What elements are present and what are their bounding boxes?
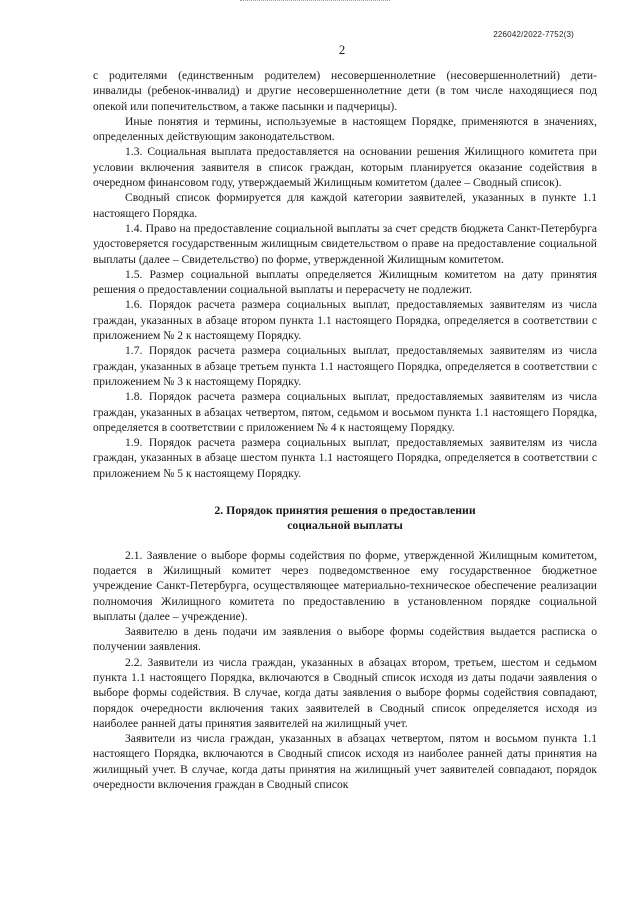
section-heading-line-1: 2. Порядок принятия решения о предоставлении <box>214 503 476 518</box>
section-heading <box>93 503 597 534</box>
top-dotted-rule <box>240 0 390 4</box>
page-number: 2 <box>338 42 346 57</box>
paragraph: Заявителю в день подачи им заявления о выборе формы содействия выдается расписка о получении заявления. <box>93 625 597 654</box>
document-body <box>93 68 597 792</box>
paragraph: 1.9. Порядок расчета размера социальных выплат, предоставляемых заявителям из числа граждан, указанных в абзаце шестом пункта 1.1 настоящего Порядка, определяется в соответствии с приложением № 5 к настоящему Порядку. <box>93 436 597 480</box>
paragraph: 1.5. Размер социальной выплаты определяется Жилищным комитетом на дату принятия решения о предоставлении социальной выплаты и перерасчету не подлежит. <box>93 267 597 297</box>
paragraph: с родителями (единственным родителем) несовершеннолетние (несовершеннолетний) дети-инвалиды (ребенок-инвалид) и другие несовершеннолетние дети (в том числе находящиеся под опекой или попечительством, а также пасынки и падчерицы). <box>93 69 597 113</box>
paragraph: 1.3. Социальная выплата предоставляется на основании решения Жилищного комитета при условии включения заявителя в список граждан, которым планируется оказание содействия в очередном финансовом году, утверждаемый Жилищным комитетом (далее – Сводный список). <box>93 145 597 190</box>
paragraph: Заявители из числа граждан, указанных в абзацах четвертом, пятом и восьмом пункта 1.1 настоящего Порядка, включаются в Сводный список исходя из наиболее ранней даты принятия на жилищный учет. В случае, когда даты принятия на жилищный учет заявителей совпадают, порядок очередности включения граждан в Сводный список <box>93 732 597 792</box>
paragraph: 1.4. Право на предоставление социальной выплаты за счет средств бюджета Санкт-Петербурга удостоверяется государственным жилищным свидетельством о праве на предоставление социальной выплаты (далее – Свидетельство) по форме, утвержденной Жилищным комитетом. <box>93 221 597 266</box>
paragraphs-section-1 <box>93 68 597 481</box>
paragraph: Иные понятия и термины, используемые в настоящем Порядке, применяются в значениях, определенных действующим законодательством. <box>93 114 597 144</box>
paragraphs-section-2 <box>93 548 597 793</box>
paragraph: 1.8. Порядок расчета размера социальных выплат, предоставляемых заявителям из числа граждан, указанных в абзацах четвертом, пятом, седьмом и восьмом пункта 1.1 настоящего Порядка, определяется в соответствии с приложением № 4 к настоящему Порядку. <box>93 390 597 434</box>
document-number: 226042/2022-7752(3) <box>493 30 574 39</box>
paragraph: 2.2. Заявители из числа граждан, указанных в абзацах втором, третьем, шестом и седьмом пункта 1.1 настоящего Порядка, включаются в Сводный список исходя из даты подачи заявления о выборе формы содействия. В случае, когда даты заявления о выборе формы содействия совпадают, порядок очередности включения таких заявителей в Сводный список определяется исходя из наиболее ранней даты принятия заявителей на жилищный учет. <box>93 655 597 730</box>
section-heading-line-2: социальной выплаты <box>287 518 403 533</box>
paragraph: Сводный список формируется для каждой категории заявителей, указанных в пункте 1.1 настоящего Порядка. <box>93 191 597 220</box>
paragraph: 1.7. Порядок расчета размера социальных выплат, предоставляемых заявителям из числа граждан, указанных в абзаце третьем пункта 1.1 настоящего Порядка, определяется в соответствии с приложением № 3 к настоящему Порядку. <box>93 344 597 388</box>
paragraph: 1.6. Порядок расчета размера социальных выплат, предоставляемых заявителям из числа граждан, указанных в абзаце втором пункта 1.1 настоящего Порядка, определяется в соответствии с приложением № 2 к настоящему Порядку. <box>93 298 597 343</box>
paragraph: 2.1. Заявление о выборе формы содействия по форме, утвержденной Жилищным комитетом, подается в Жилищный комитет через подведомственное ему государственное бюджетное учреждение Санкт-Петербурга, осуществляющее материально-техническое обеспечение реализации полномочия Жилищного комитета по предоставлению в установленном порядке социальной выплаты (далее – учреждение). <box>93 548 597 623</box>
